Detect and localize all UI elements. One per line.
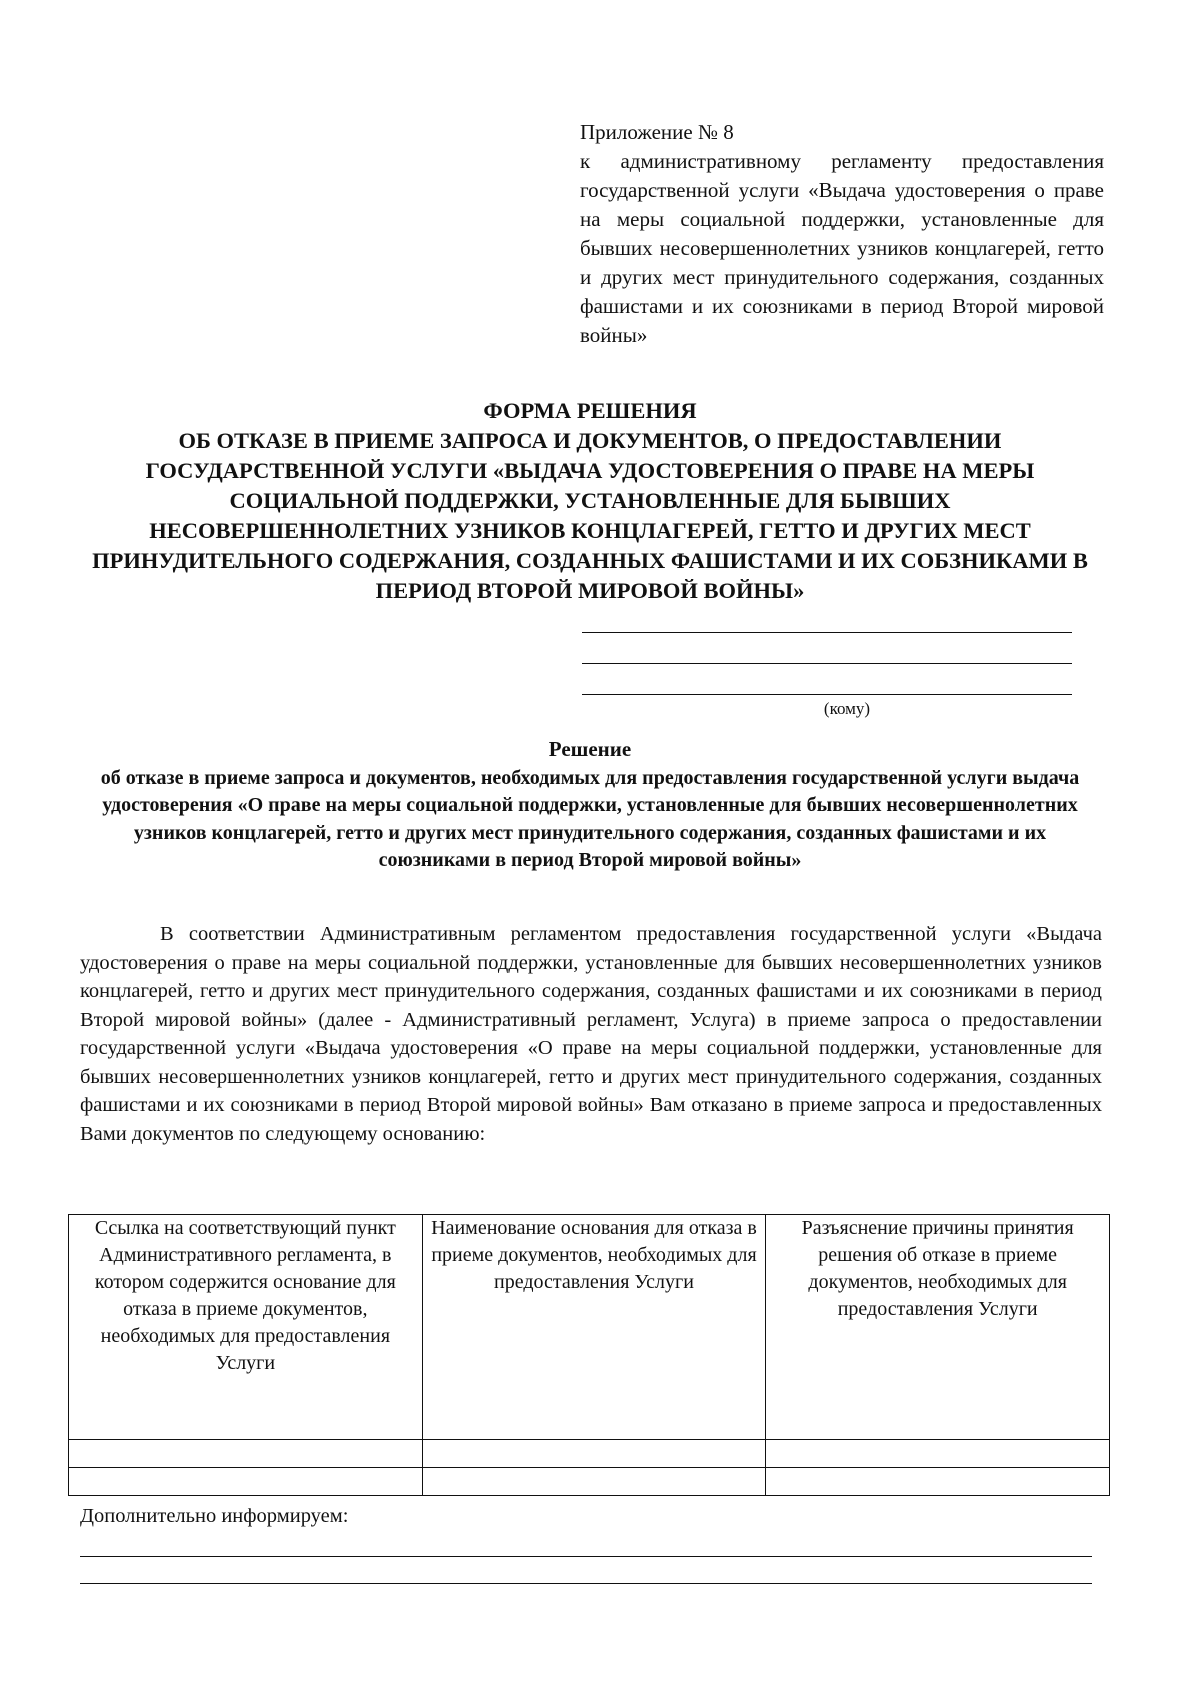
form-title: [80, 396, 1100, 606]
appendix-number: Приложение № 8: [580, 120, 734, 144]
table-cell[interactable]: [69, 1468, 423, 1496]
table-header-cell: Ссылка на соответствующий пункт Административного регламента, в котором содержится основание для отказа в приеме документов, необходимых для предоставления Услуги: [69, 1215, 423, 1440]
body-paragraph: В соответствии Административным регламентом предоставления государственной услуги «Выдача удостоверения о праве на меры социальной поддержки, установленные для бывших несовершеннолетних узников концлагерей, гетто и других мест принудительного содержания, созданных фашистами и их союзниками в период Второй мировой войны» (далее - Административный регламент, Услуга) в приеме запроса о предоставлении государственной услуги «Выдача удостоверения «О праве на меры социальной поддержки, установленные для бывших несовершеннолетних узников концлагерей, гетто и других мест принудительного содержания, созданных фашистами и их союзниками в период Второй мировой войны» Вам отказано в приеме запроса и предоставленных Вами документов по следующему основанию:: [80, 923, 1102, 1145]
additional-info-label: Дополнительно информируем:: [80, 1505, 349, 1527]
decision-heading-block: [80, 736, 1100, 875]
appendix-text: к административному регламенту предоставления государственной услуги «Выдача удостоверения о праве на меры социальной поддержки, установленные для бывших несовершеннолетних узников концлагерей, гетто и других мест принудительного содержания, созданных фашистами и их союзниками в период Второй мировой войны»: [580, 149, 1104, 347]
additional-info-block: [80, 1502, 1100, 1584]
form-title-line1: ФОРМА РЕШЕНИЯ: [483, 398, 697, 423]
table-cell[interactable]: [69, 1440, 423, 1468]
recipient-caption: (кому): [823, 699, 871, 718]
table-header-row: [69, 1215, 1110, 1440]
table-header-cell: Разъяснение причины принятия решения об отказе в приеме документов, необходимых для предоставления Услуги: [766, 1215, 1110, 1440]
table-row: [69, 1440, 1110, 1468]
recipient-line: [582, 664, 1072, 695]
recipient-block: [582, 602, 1072, 719]
decision-heading: Решение: [548, 737, 632, 761]
form-title-rest: ОБ ОТКАЗЕ В ПРИЕМЕ ЗАПРОСА И ДОКУМЕНТОВ, О ПРЕДОСТАВЛЕНИИ ГОСУДАРСТВЕННОЙ УСЛУГИ «ВЫДАЧА УДОСТОВЕРЕНИЯ О ПРАВЕ НА МЕРЫ СОЦИАЛЬНОЙ ПОДДЕРЖКИ, УСТАНОВЛЕННЫЕ ДЛЯ БЫВШИХ НЕСОВЕРШЕННОЛЕТНИХ УЗНИКОВ КОНЦЛАГЕРЕЙ, ГЕТТО И ДРУГИХ МЕСТ ПРИНУДИТЕЛЬНОГО СОДЕРЖАНИЯ, СОЗДАННЫХ ФАШИСТАМИ И ИХ СОБЗНИКАМИ В ПЕРИОД ВТОРОЙ МИРОВОЙ ВОЙНЫ»: [92, 428, 1088, 603]
additional-info-line[interactable]: [80, 1530, 1092, 1557]
recipient-line: [582, 602, 1072, 633]
table-cell[interactable]: [422, 1468, 766, 1496]
grounds-table: [68, 1214, 1110, 1496]
additional-info-line[interactable]: [80, 1557, 1092, 1584]
decision-subheading: об отказе в приеме запроса и документов, необходимых для предоставления государственной услуги выдача удостоверения «О праве на меры социальной поддержки, установленные для бывших несовершеннолетних узников концлагерей, гетто и других мест принудительного содержания, созданных фашистами и их союзниками в период Второй мировой войны»: [100, 766, 1080, 871]
table-cell[interactable]: [422, 1440, 766, 1468]
appendix-block: [580, 118, 1104, 350]
table-header-cell: Наименование основания для отказа в приеме документов, необходимых для предоставления Услуги: [422, 1215, 766, 1440]
recipient-line: [582, 633, 1072, 664]
table-row: [69, 1468, 1110, 1496]
table-cell[interactable]: [766, 1468, 1110, 1496]
table-cell[interactable]: [766, 1440, 1110, 1468]
